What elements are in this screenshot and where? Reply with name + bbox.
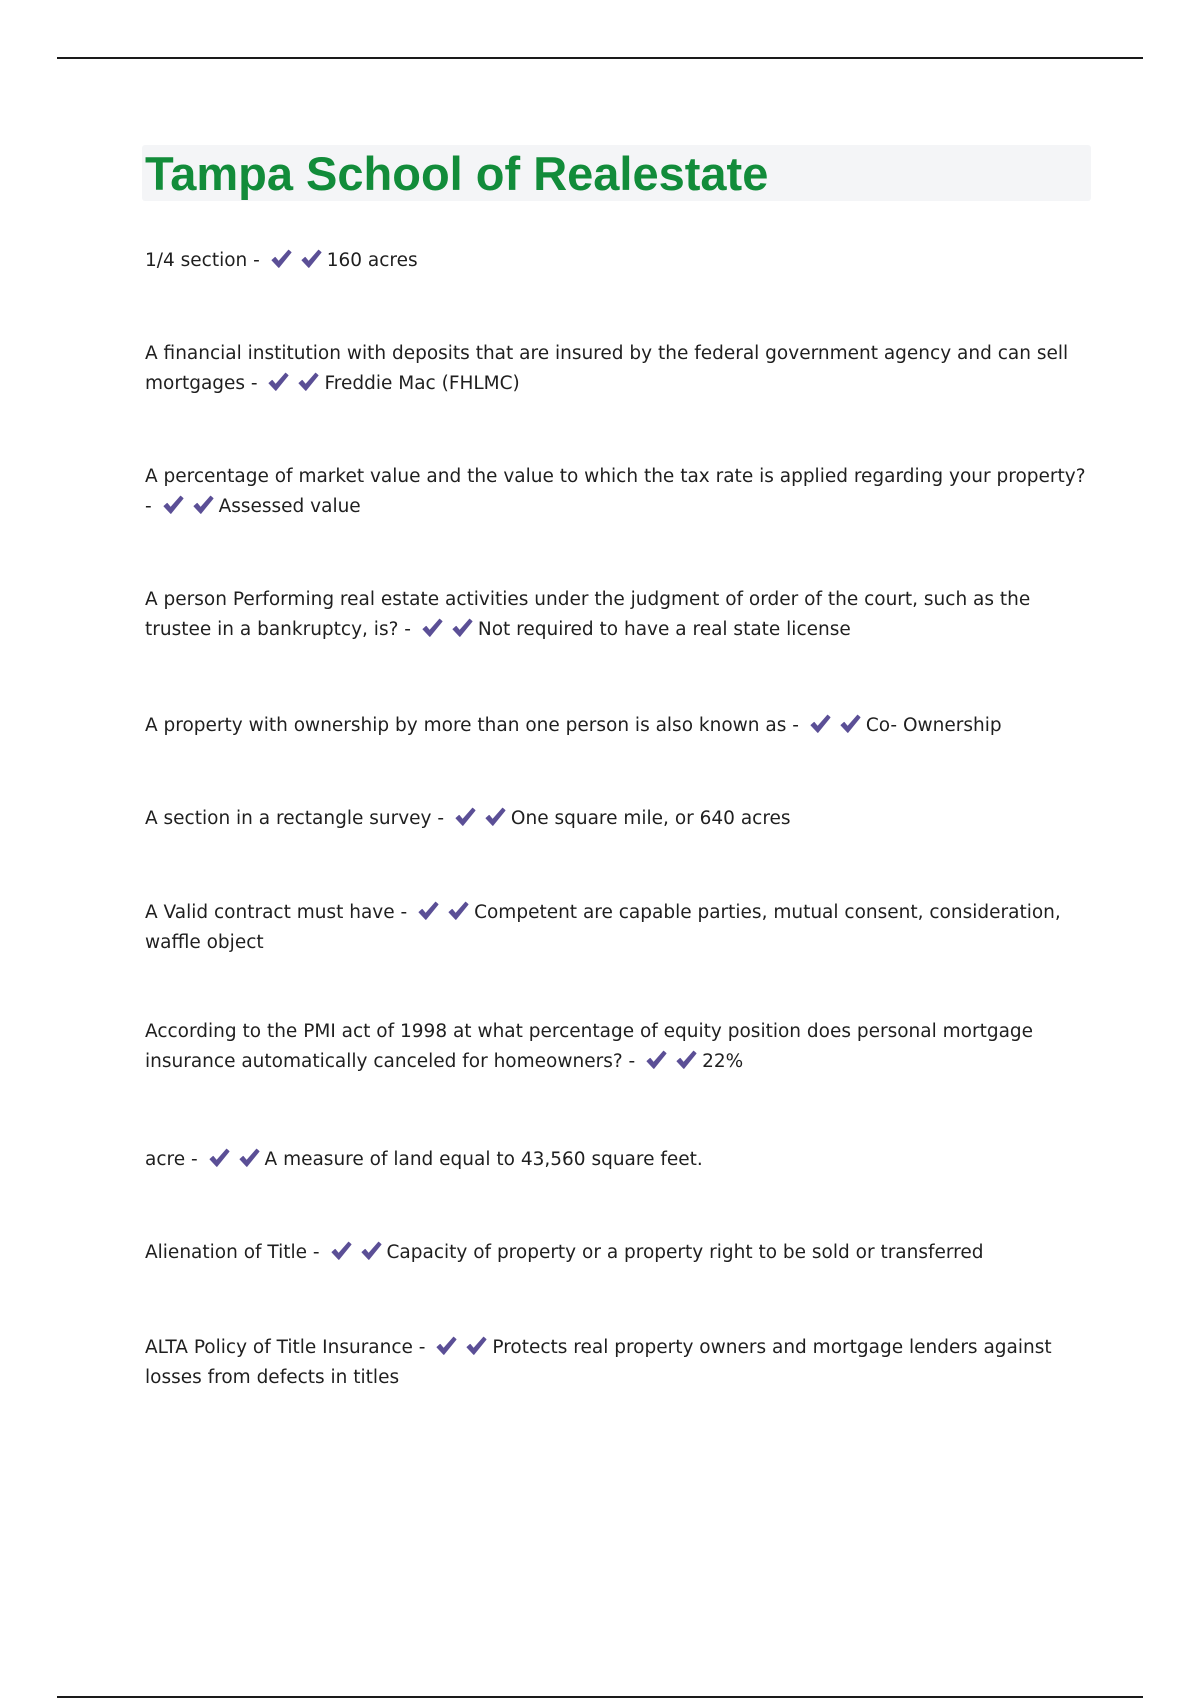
entry-answer: Co- Ownership <box>865 715 1002 736</box>
entry-answer: 160 acres <box>326 250 418 271</box>
check-pair <box>420 619 476 640</box>
checkmark-icon <box>329 1239 355 1263</box>
checkmark-icon <box>674 1048 700 1072</box>
checkmark-icon <box>838 712 864 736</box>
checkmark-icon <box>266 370 292 394</box>
entry-answer: Competent are capable parties, mutual consent, consideration, waffle object <box>145 902 1061 953</box>
entry-answer: Protects real property owners and mortgage lenders against losses from defects in titles <box>145 1337 1052 1388</box>
checkmark-icon <box>191 493 217 517</box>
entry-term: A section in a rectangle survey - <box>145 808 450 829</box>
entry-term: ALTA Policy of Title Insurance - <box>145 1337 432 1358</box>
entry-term: A financial institution with deposits that are insured by the federal government agency and can sell mortgages - <box>145 343 1069 394</box>
checkmark-icon <box>299 247 325 271</box>
flashcard-entry <box>145 585 1091 645</box>
flashcard-entry <box>145 898 1091 958</box>
check-pair <box>808 715 864 736</box>
flashcard-entry <box>145 1238 1091 1268</box>
check-pair <box>644 1051 700 1072</box>
check-pair <box>207 1149 263 1170</box>
check-pair <box>269 250 325 271</box>
entry-answer: Assessed value <box>218 496 361 517</box>
flashcard-entry <box>145 1333 1091 1393</box>
checkmark-icon <box>453 805 479 829</box>
entry-term: According to the PMI act of 1998 at what percentage of equity position does personal mortgage insurance automatically canceled for homeowners? - <box>145 1021 1034 1072</box>
flashcard-entry <box>145 462 1091 522</box>
entry-term: A Valid contract must have - <box>145 902 414 923</box>
flashcard-entry <box>145 804 1091 834</box>
checkmark-icon <box>296 370 322 394</box>
entry-answer: Not required to have a real state license <box>477 619 851 640</box>
entry-answer: Capacity of property or a property right to be sold or transferred <box>386 1242 984 1263</box>
checkmark-icon <box>359 1239 385 1263</box>
entry-term: acre - <box>145 1149 204 1170</box>
entry-term: A percentage of market value and the value to which the tax rate is applied regarding your property? - <box>145 466 1086 517</box>
flashcard-entry <box>145 1017 1091 1077</box>
flashcard-entry <box>145 339 1091 399</box>
checkmark-icon <box>450 616 476 640</box>
flashcard-entry <box>145 246 1091 276</box>
checkmark-icon <box>420 616 446 640</box>
entry-answer: A measure of land equal to 43,560 square feet. <box>264 1149 703 1170</box>
checkmark-icon <box>416 899 442 923</box>
checkmark-icon <box>269 247 295 271</box>
flashcard-entry <box>145 1145 1091 1175</box>
entry-term: A person Performing real estate activities under the judgment of order of the court, such as the trustee in a bankruptcy, is? - <box>145 589 1031 640</box>
checkmark-icon <box>237 1146 263 1170</box>
check-pair <box>416 902 472 923</box>
top-rule <box>57 57 1143 59</box>
entry-answer: One square mile, or 640 acres <box>510 808 791 829</box>
checkmark-icon <box>644 1048 670 1072</box>
check-pair <box>329 1242 385 1263</box>
checkmark-icon <box>207 1146 233 1170</box>
check-pair <box>266 373 322 394</box>
check-pair <box>161 496 217 517</box>
entry-term: 1/4 section - <box>145 250 266 271</box>
page-title: Tampa School of Realestate <box>145 147 769 200</box>
checkmark-icon <box>434 1334 460 1358</box>
bottom-rule <box>57 1696 1143 1698</box>
check-pair <box>453 808 509 829</box>
checkmark-icon <box>808 712 834 736</box>
entry-answer: Freddie Mac (FHLMC) <box>324 373 520 394</box>
checkmark-icon <box>161 493 187 517</box>
entry-term: Alienation of Title - <box>145 1242 326 1263</box>
check-pair <box>434 1337 490 1358</box>
entry-term: A property with ownership by more than one person is also known as - <box>145 715 805 736</box>
flashcard-entry <box>145 711 1091 741</box>
checkmark-icon <box>483 805 509 829</box>
checkmark-icon <box>446 899 472 923</box>
checkmark-icon <box>464 1334 490 1358</box>
entry-answer: 22% <box>702 1051 744 1072</box>
